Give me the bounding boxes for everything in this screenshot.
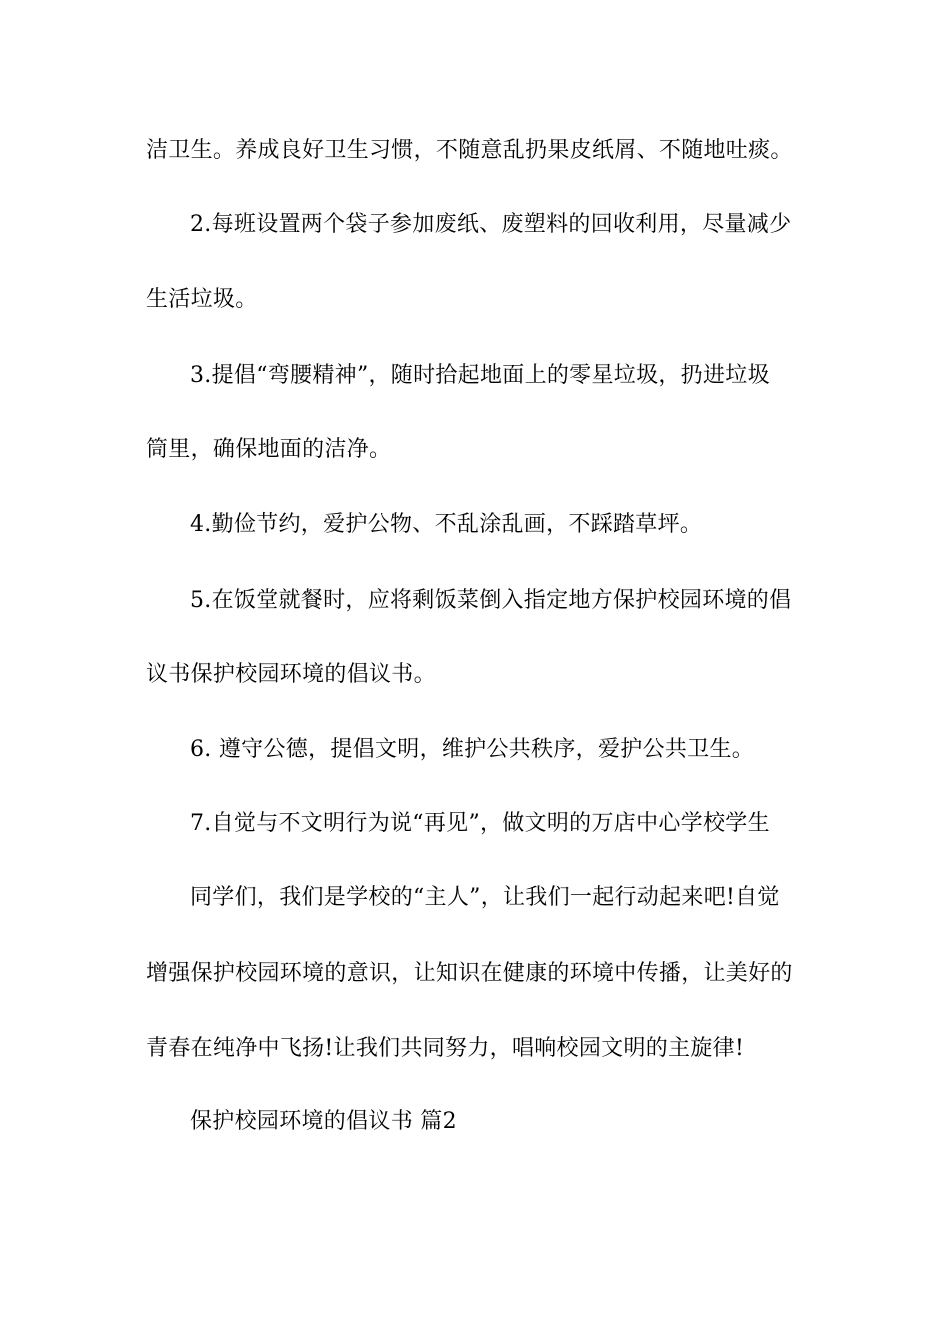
text-line: 5.在饭堂就餐时，应将剩饭菜倒入指定地方保护校园环境的倡: [190, 588, 792, 613]
text-line: 3.提倡“弯腰精神”，随时拾起地面上的零星垃圾，扔进垃圾: [190, 363, 770, 388]
text-line: 议书保护校园环境的倡议书。: [146, 662, 436, 687]
text-line: 4.勤俭节约，爱护公物、不乱涂乱画，不踩踏草坪。: [190, 512, 703, 537]
text-line: 6. 遵守公德，提倡文明，维护公共秩序，爱护公共卫生。: [190, 737, 755, 762]
text-line: 增强保护校园环境的意识，让知识在健康的环境中传播，让美好的: [146, 961, 793, 986]
text-line: 7.自觉与不文明行为说“再见”，做文明的万店中心学校学生: [190, 811, 770, 836]
text-line: 筒里，确保地面的洁净。: [146, 437, 392, 462]
text-line: 生活垃圾。: [146, 287, 258, 312]
section-heading: 保护校园环境的倡议书 篇2: [190, 1109, 457, 1134]
text-line: 2.每班设置两个袋子参加废纸、废塑料的回收利用，尽量减少: [190, 212, 792, 237]
text-line: 同学们，我们是学校的“主人”，让我们一起行动起来吧!自觉: [190, 885, 780, 910]
text-line: 青春在纯净中飞扬!让我们共同努力，唱响校园文明的主旋律!: [146, 1036, 745, 1061]
text-line: 洁卫生。养成良好卫生习惯，不随意乱扔果皮纸屑、不随地吐痰。: [146, 138, 793, 163]
